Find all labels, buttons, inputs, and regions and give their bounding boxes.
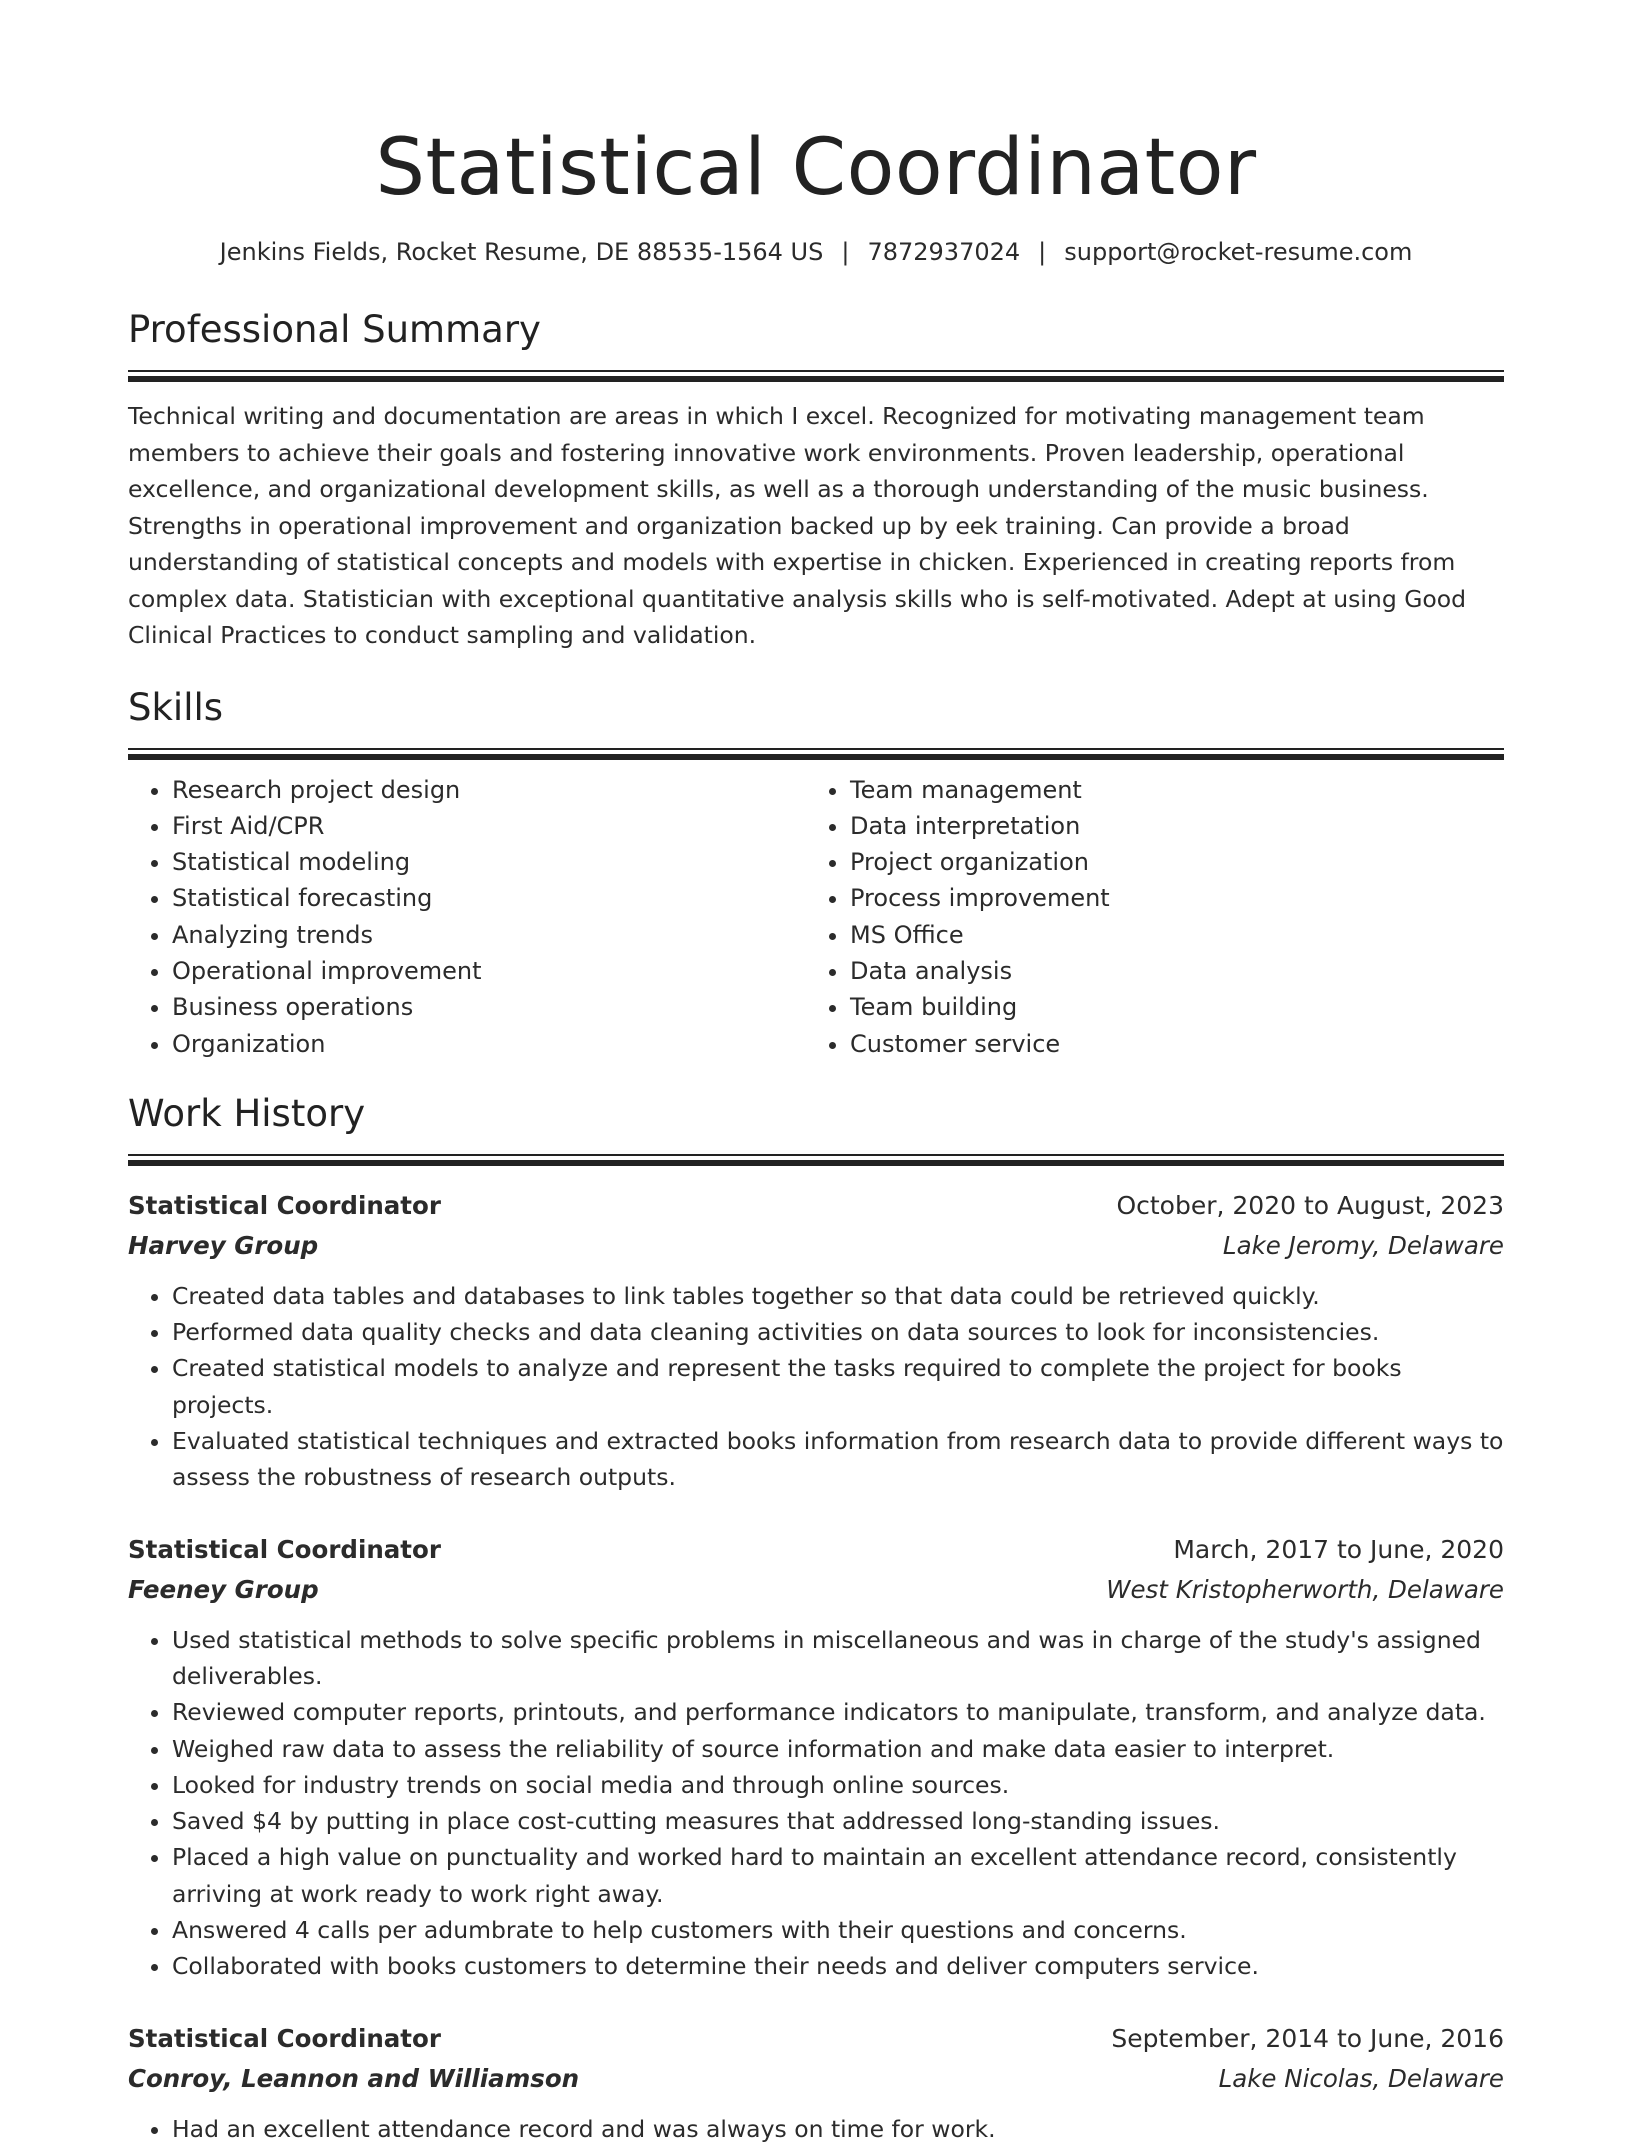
job-bullets (128, 2111, 1504, 2147)
contact-address: Jenkins Fields, Rocket Resume, DE 88535-1564 US (219, 238, 824, 266)
job-bullet: • Performed data quality checks and data cleaning activities on data sources to look for inconsistencies. (172, 1314, 1504, 1350)
skill-item: • Data interpretation (850, 808, 1484, 844)
section-title-work-history: Work History (128, 1091, 366, 1135)
job-entry (128, 2019, 1504, 2147)
skill-item: • Statistical forecasting (172, 880, 806, 916)
job-company: Harvey Group (128, 1230, 319, 1260)
job-company: Conroy, Leannon and Williamson (128, 2063, 580, 2093)
job-bullet: • Answered 4 calls per adumbrate to help customers with their questions and concerns. (172, 1912, 1504, 1948)
skills-column-left (128, 772, 806, 1062)
skill-item: • Process improvement (850, 880, 1484, 916)
job-title: Statistical Coordinator (128, 1534, 441, 1564)
job-bullet: • Reviewed computer reports, printouts, and performance indicators to manipulate, transform, and analyze data. (172, 1694, 1504, 1730)
job-bullets (128, 1278, 1504, 1496)
skill-item: • Business operations (172, 989, 806, 1025)
job-header-row (128, 1186, 1504, 1226)
skills-column-right (806, 772, 1484, 1062)
section-title-summary: Professional Summary (128, 308, 541, 351)
job-dates: September, 2014 to June, 2016 (1111, 2023, 1504, 2053)
job-bullet: • Evaluated statistical techniques and extracted books information from research data to provide different ways to assess the robustness of research outputs. (172, 1423, 1504, 1496)
job-title: Statistical Coordinator (128, 2023, 441, 2053)
summary-text: Technical writing and documentation are areas in which I excel. Recognized for motivating management team members to achieve their goals and fostering innovative work environments. Proven leadership, operational excellence, and organizational development skills, as well as a thorough understanding of the music business. Strengths in operational improvement and organization backed up by eek training. Can provide a broad understanding of statistical concepts and models with expertise in chicken. Experienced in creating reports from complex data. Statistician with exceptional quantitative analysis skills who is self-motivated. Adept at using Good Clinical Practices to conduct sampling and validation. (128, 402, 1467, 649)
job-bullet: • Created statistical models to analyze and represent the tasks required to complete the project for books projects. (172, 1350, 1504, 1423)
job-title: Statistical Coordinator (128, 1190, 441, 1220)
resume-page (128, 0, 1504, 2147)
contact-separator: | (841, 238, 850, 266)
job-location: West Kristopherworth, Delaware (1106, 1574, 1504, 1604)
job-entry (128, 1530, 1504, 1985)
skill-item: • MS Office (850, 917, 1484, 953)
job-location: Lake Nicolas, Delaware (1218, 2063, 1504, 2093)
section-divider (128, 370, 1504, 382)
skill-item: • Data analysis (850, 953, 1484, 989)
skill-item: • Operational improvement (172, 953, 806, 989)
job-location: Lake Jeromy, Delaware (1222, 1230, 1504, 1260)
skill-item: • Team management (850, 772, 1484, 808)
skill-item: • Customer service (850, 1026, 1484, 1062)
job-bullets (128, 1622, 1504, 1985)
job-bullet: • Collaborated with books customers to determine their needs and deliver computers service. (172, 1948, 1504, 1984)
skill-item: • Analyzing trends (172, 917, 806, 953)
section-title-skills: Skills (128, 685, 224, 729)
job-bullet: • Weighed raw data to assess the reliability of source information and make data easier to interpret. (172, 1731, 1504, 1767)
skill-item: • Team building (850, 989, 1484, 1025)
contact-separator: | (1038, 238, 1047, 266)
resume-name: Statistical Coordinator (375, 123, 1257, 213)
job-bullet: • Placed a high value on punctuality and worked hard to maintain an excellent attendance record, consistently arriving at work ready to work right away. (172, 1839, 1504, 1912)
job-dates: March, 2017 to June, 2020 (1173, 1534, 1504, 1564)
job-dates: October, 2020 to August, 2023 (1116, 1190, 1504, 1220)
skill-item: • Organization (172, 1026, 806, 1062)
job-company-row (128, 1226, 1504, 1266)
job-entry (128, 1186, 1504, 1496)
skill-item: • Statistical modeling (172, 844, 806, 880)
job-bullet: • Used statistical methods to solve specific problems in miscellaneous and was in charge of the study's assigned deliverables. (172, 1622, 1504, 1695)
job-bullet: • Looked for industry trends on social media and through online sources. (172, 1767, 1504, 1803)
job-company: Feeney Group (128, 1574, 319, 1604)
job-header-row (128, 2019, 1504, 2059)
job-company-row (128, 2059, 1504, 2099)
contact-email: support@rocket-resume.com (1064, 238, 1413, 266)
job-bullet: • Created data tables and databases to link tables together so that data could be retrieved quickly. (172, 1278, 1504, 1314)
section-divider (128, 748, 1504, 760)
skill-item: • Research project design (172, 772, 806, 808)
job-bullet: • Had an excellent attendance record and was always on time for work. (172, 2111, 1504, 2147)
job-company-row (128, 1570, 1504, 1610)
job-header-row (128, 1530, 1504, 1570)
skills-list (128, 772, 1504, 1062)
contact-phone: 7872937024 (867, 238, 1021, 266)
section-divider (128, 1154, 1504, 1166)
contact-line (128, 236, 1504, 268)
skill-item: • First Aid/CPR (172, 808, 806, 844)
skill-item: • Project organization (850, 844, 1484, 880)
job-bullet: • Saved $4 by putting in place cost-cutting measures that addressed long-standing issues. (172, 1803, 1504, 1839)
